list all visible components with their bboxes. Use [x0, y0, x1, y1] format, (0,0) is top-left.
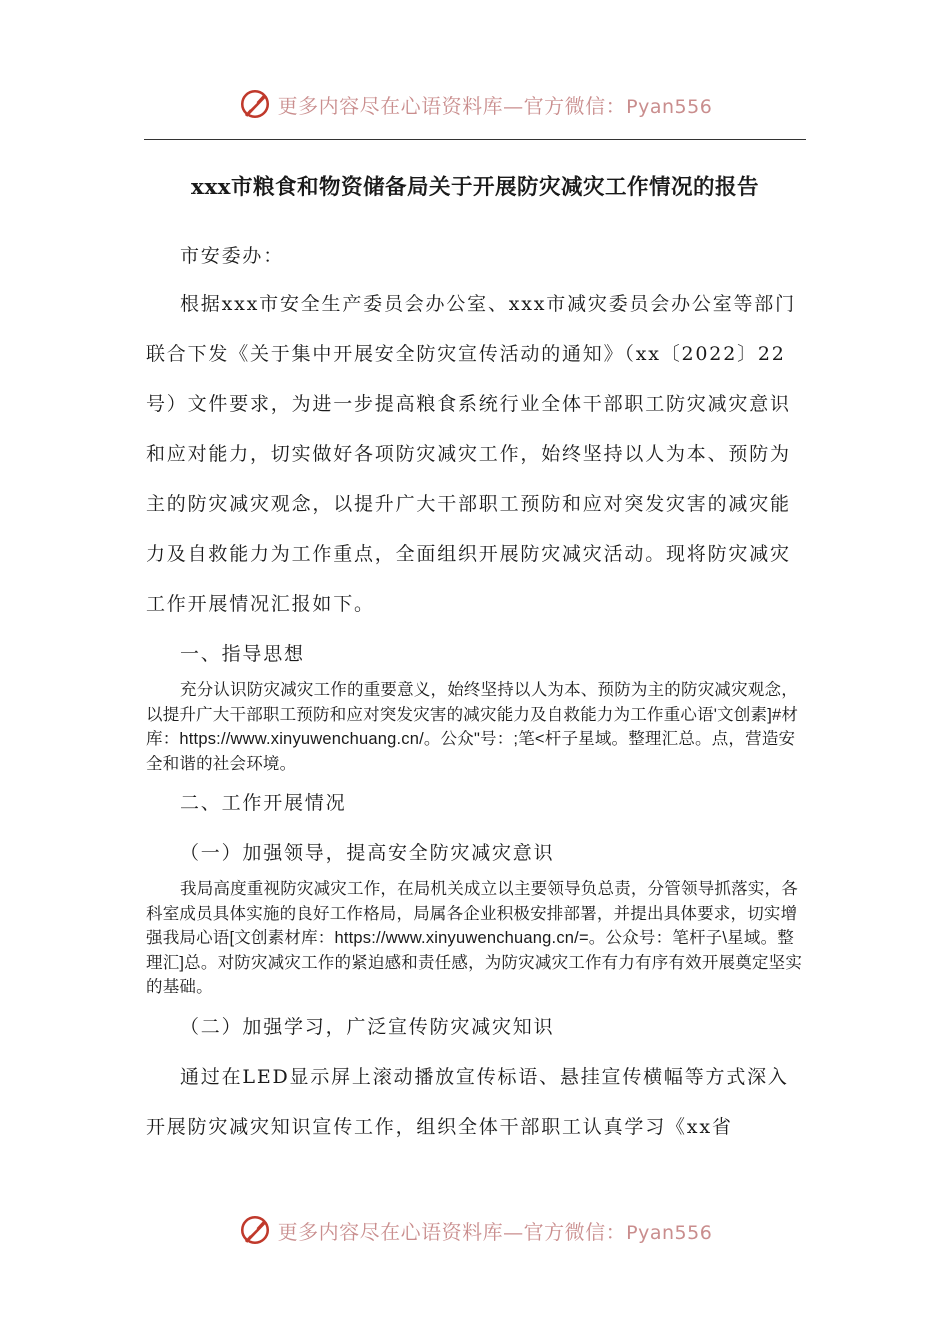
intro-paragraph: 根据xxx市安全生产委员会办公室、xxx市减灾委员会办公室等部门联合下发《关于集中开展安全防灾宣传活动的通知》（xx〔2022〕22号）文件要求，为进一步提高粮食系统行业全体干部职工防灾减灾意识和应对能力，切实做好各项防灾减灾工作，始终坚持以人为本、预防为主的防灾减灾观念，以提升广大干部职工预防和应对突发灾害的减灾能力及自救能力为工作重点，全面组织开展防灾减灾活动。现将防灾减灾工作开展情况汇报如下。 [146, 293, 796, 615]
banner-text: 更多内容尽在心语资料库—官方微信：Pyan556 [277, 1219, 713, 1244]
pen-logo-icon [238, 87, 272, 121]
footer-banner [0, 1208, 950, 1252]
salutation: 市安委办： [180, 245, 285, 267]
subsection-2-heading: （二）加强学习，广泛宣传防灾减灾知识 [180, 1016, 555, 1038]
subsection-2-body: 通过在LED显示屏上滚动播放宣传标语、悬挂宣传横幅等方式深入开展防灾减灾知识宣传工作，组织全体干部职工认真学习《xx省 [146, 1066, 789, 1138]
banner-wechat-id: Pyan556 [626, 95, 713, 118]
header-banner [0, 82, 950, 126]
document-title: xxx市粮食和物资储备局关于开展防灾减灾工作情况的报告 [191, 175, 759, 200]
banner-wechat-id: Pyan556 [626, 1221, 713, 1244]
subsection-1-body: 我局高度重视防灾减灾工作，在局机关成立以主要领导负总责，分管领导抓落实，各科室成员具体实施的良好工作格局，局属各企业积极安排部署，并提出具体要求，切实增强我局心语[文创素材库：https://www.xinyuwenchuang.cn/=。公众号：笔杆子\星域。整理汇]总。对防灾减灾工作的紧迫感和责任感，为防灾减灾工作有力有序有效开展奠定坚实的基础。 [146, 880, 803, 996]
pen-logo-icon [238, 1213, 272, 1247]
section-1-heading: 一、指导思想 [180, 643, 305, 665]
subsection-1-heading: （一）加强领导，提高安全防灾减灾意识 [180, 842, 555, 864]
section-1-body: 充分认识防灾减灾工作的重要意义，始终坚持以人为本、预防为主的防灾减灾观念，以提升广大干部职工预防和应对突发灾害的减灾能力及自救能力为工作重心语'文创素]#材库：https://www.xinyuwenchuang.cn/。公众"号：;笔<杆子星域。整理汇总。点，营造安全和谐的社会环境。 [146, 681, 799, 773]
header-divider [144, 139, 806, 140]
section-2-heading: 二、工作开展情况 [180, 792, 347, 814]
banner-text: 更多内容尽在心语资料库—官方微信：Pyan556 [277, 93, 713, 118]
